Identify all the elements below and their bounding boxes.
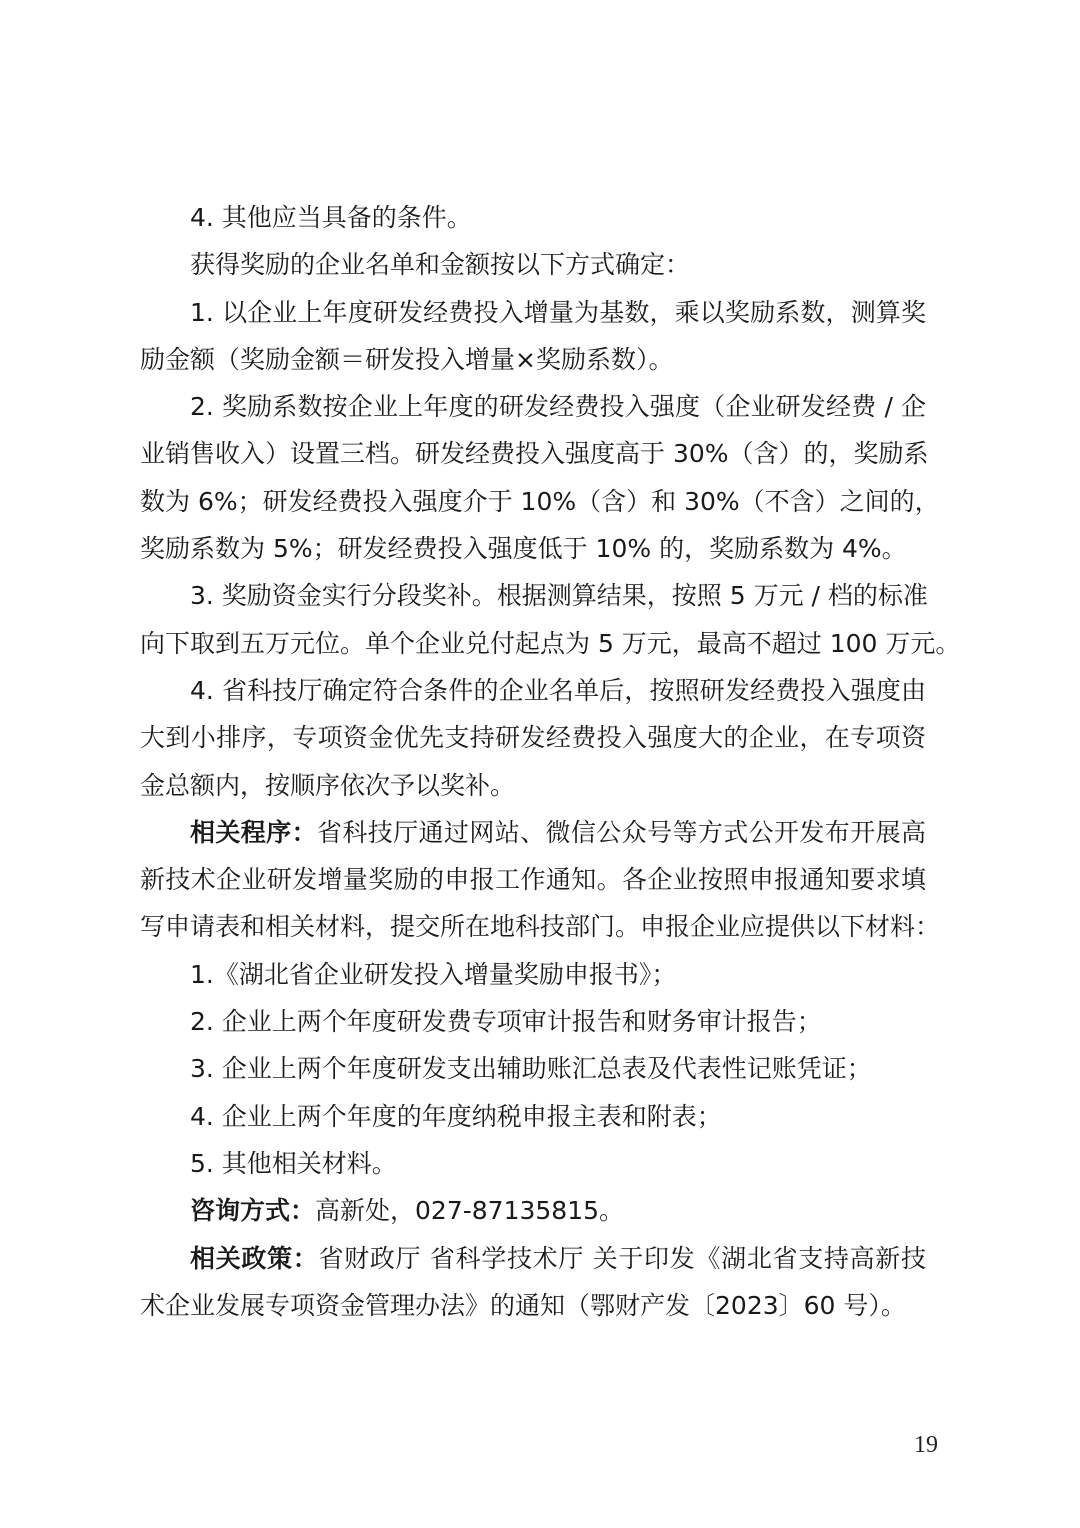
text-line	[140, 667, 926, 714]
paragraph	[140, 1235, 926, 1330]
paragraph	[140, 289, 926, 384]
text-line	[140, 336, 926, 383]
text-line	[140, 809, 926, 856]
section-label: 相关程序：	[190, 817, 317, 847]
paragraph	[140, 1187, 926, 1234]
paragraph	[140, 809, 941, 951]
text-line	[140, 430, 929, 477]
line-text: 励金额（奖励金额＝研发投入增量×奖励系数）。	[140, 344, 674, 374]
section-label: 相关政策：	[190, 1243, 319, 1273]
text-line	[140, 1282, 926, 1329]
line-text: 获得奖励的企业名单和金额按以下方式确定：	[190, 250, 691, 280]
text-line	[140, 241, 926, 288]
paragraph	[140, 1140, 926, 1187]
line-text: 2. 企业上两个年度研发费专项审计报告和财务审计报告；	[190, 1007, 822, 1037]
paragraph	[140, 241, 926, 288]
line-text: 大到小排序，专项资金优先支持研发经费投入强度大的企业，在专项资	[140, 723, 926, 753]
line-text: 2. 奖励系数按企业上年度的研发经费投入强度（企业研发经费 / 企	[190, 392, 926, 422]
paragraph	[140, 1045, 926, 1092]
line-text: 写申请表和相关材料，提交所在地科技部门。申报企业应提供以下材料：	[140, 912, 941, 942]
line-text: 业销售收入）设置三档。研发经费投入强度高于 30%（含）的，奖励系	[140, 439, 929, 469]
text-line	[140, 1045, 926, 1092]
text-line	[140, 620, 961, 667]
text-line	[140, 903, 941, 950]
paragraph	[140, 383, 940, 572]
paragraph	[140, 998, 926, 1045]
line-text: 3. 企业上两个年度研发支出辅助账汇总表及代表性记账凭证；	[190, 1054, 872, 1084]
paragraph	[140, 194, 926, 241]
text-line	[140, 478, 940, 525]
text-line	[140, 998, 926, 1045]
text-line	[140, 383, 926, 430]
text-line	[140, 572, 926, 619]
line-text: 奖励系数为 5%；研发经费投入强度低于 10% 的，奖励系数为 4%。	[140, 534, 907, 564]
text-line	[140, 762, 926, 809]
text-line	[140, 289, 926, 336]
document-body	[140, 194, 961, 1329]
paragraph	[140, 667, 926, 809]
text-line	[140, 1140, 926, 1187]
line-text: 高新处，027-87135815。	[315, 1196, 625, 1226]
line-text: 数为 6%；研发经费投入强度介于 10%（含）和 30%（不含）之间的，	[140, 486, 940, 516]
paragraph	[140, 572, 961, 667]
line-text: 5. 其他相关材料。	[190, 1148, 397, 1178]
line-text: 4. 其他应当具备的条件。	[190, 203, 472, 232]
text-line	[140, 1093, 926, 1140]
paragraph	[140, 1093, 926, 1140]
text-line	[140, 714, 926, 761]
line-text: 向下取到五万元位。单个企业兑付起点为 5 万元，最高不超过 100 万元。	[140, 628, 961, 658]
section-label: 咨询方式：	[190, 1196, 316, 1226]
page-number: 19	[914, 1432, 938, 1458]
text-line	[140, 951, 926, 998]
text-line	[140, 856, 926, 903]
line-text: 省科技厅通过网站、微信公众号等方式公开发布开展高	[316, 817, 926, 847]
text-line	[140, 1235, 926, 1282]
line-text: 金总额内，按顺序依次予以奖补。	[140, 770, 516, 800]
line-text: 1.《湖北省企业研发投入增量奖励申报书》；	[190, 959, 677, 989]
text-line	[140, 194, 926, 241]
line-text: 省财政厅 省科学技术厅 关于印发《湖北省支持高新技	[318, 1243, 926, 1273]
line-text: 新技术企业研发增量奖励的申报工作通知。各企业按照申报通知要求填	[140, 865, 926, 895]
text-line	[140, 1187, 926, 1234]
line-text: 1. 以企业上年度研发经费投入增量为基数，乘以奖励系数，测算奖	[190, 297, 926, 327]
line-text: 4. 省科技厅确定符合条件的企业名单后，按照研发经费投入强度由	[190, 675, 926, 705]
line-text: 术企业发展专项资金管理办法》的通知（鄂财产发〔2023〕60 号）。	[140, 1290, 906, 1320]
text-line	[140, 525, 926, 572]
line-text: 4. 企业上两个年度的年度纳税申报主表和附表；	[190, 1101, 722, 1131]
line-text: 3. 奖励资金实行分段奖补。根据测算结果，按照 5 万元 / 档的标准	[190, 581, 928, 611]
paragraph	[140, 951, 926, 998]
